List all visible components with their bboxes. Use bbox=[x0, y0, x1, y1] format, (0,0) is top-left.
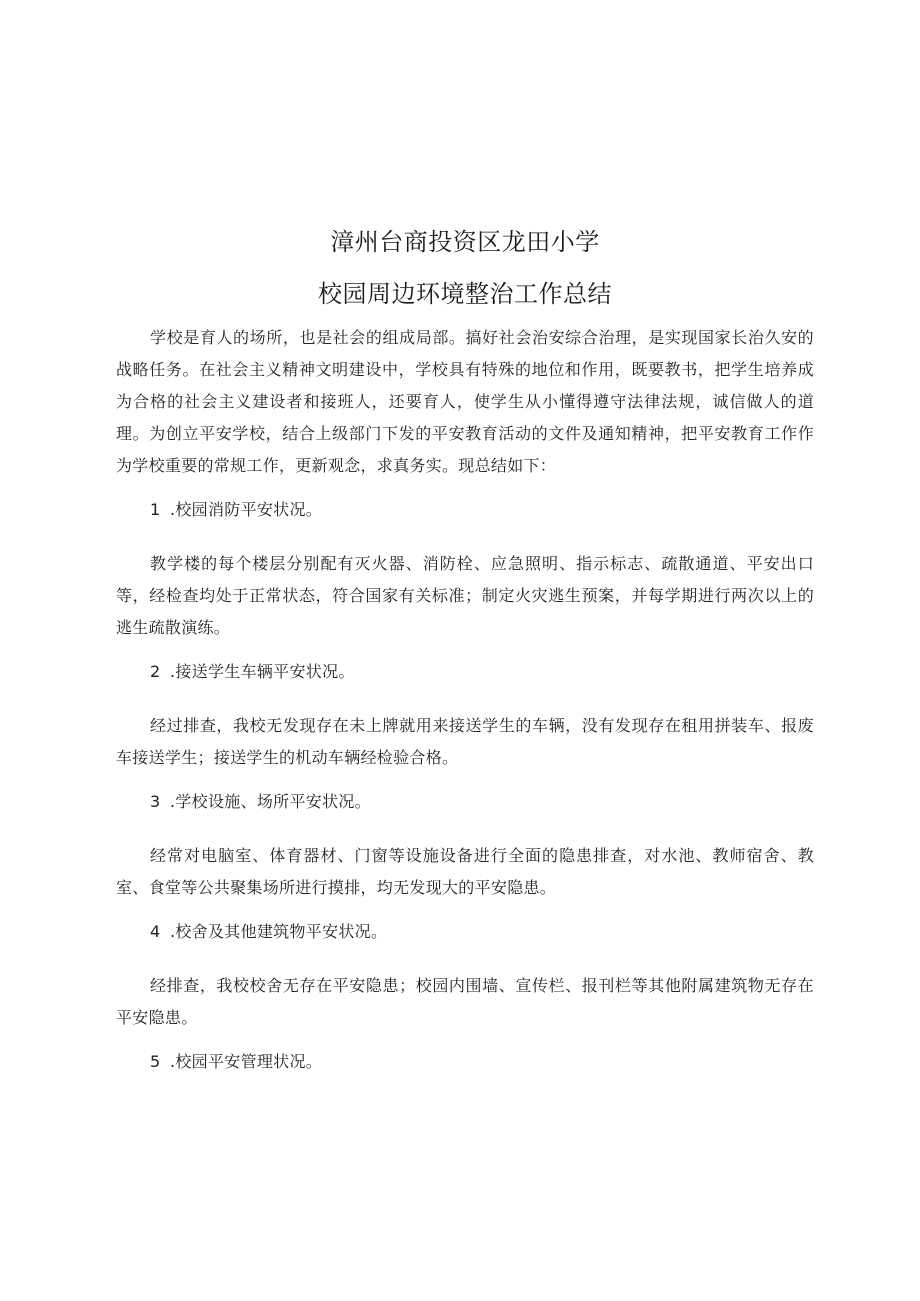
section-number: 3 bbox=[150, 792, 161, 811]
intro-paragraph: 学校是育人的场所，也是社会的组成局部。搞好社会治安综合治理，是实现国家长治久安的战略任务。在社会主义精神文明建设中，学校具有特殊的地位和作用，既要教书，把学生培养成为合格的社会主义建设者和接班人，还要育人，使学生从小懂得遵守法律法规，诚信做人的道理。为创立平安学校，结合上级部门下发的平安教育活动的文件及通知精神，把平安教育工作作为学校重要的常规工作，更新观念，求真务实。现总结如下： bbox=[116, 328, 814, 475]
section-heading bbox=[116, 916, 814, 948]
section-heading-text: .校园消防平安状况。 bbox=[170, 500, 323, 519]
section-heading-text: .校舍及其他建筑物平安状况。 bbox=[170, 922, 388, 941]
section-buildings bbox=[116, 916, 814, 1034]
section-number: 4 bbox=[150, 922, 161, 941]
section-body: 教学楼的每个楼层分别配有灭火器、消防栓、应急照明、指示标志、疏散通道、平安出口等，经检查均处于正常状态，符合国家有关标准；制定火灾逃生预案，并每学期进行两次以上的逃生疏散演练。 bbox=[116, 554, 814, 637]
section-body: 经过排查，我校无发现存在未上牌就用来接送学生的车辆，没有发现存在租用拼装车、报废车接送学生；接送学生的机动车辆经检验合格。 bbox=[116, 716, 814, 767]
section-heading bbox=[116, 494, 814, 526]
section-fire-safety bbox=[116, 494, 814, 644]
section-student-vehicles bbox=[116, 656, 814, 774]
section-heading bbox=[116, 656, 814, 688]
section-heading-text: .接送学生车辆平安状况。 bbox=[170, 662, 355, 681]
section-number: 2 bbox=[150, 662, 161, 681]
section-number: 5 bbox=[150, 1052, 161, 1071]
document-title: 校园周边环境整治工作总结 bbox=[318, 280, 612, 308]
section-heading bbox=[116, 1046, 814, 1078]
section-body: 经排查，我校校舍无存在平安隐患；校园内围墙、宣传栏、报刊栏等其他附属建筑物无存在平安隐患。 bbox=[116, 976, 814, 1027]
section-number: 1 bbox=[150, 500, 161, 519]
section-heading-text: .校园平安管理状况。 bbox=[170, 1052, 323, 1071]
section-heading-text: .学校设施、场所平安状况。 bbox=[170, 792, 371, 811]
section-heading bbox=[116, 786, 814, 818]
document-content bbox=[116, 222, 814, 1078]
school-name-title: 漳州台商投资区龙田小学 bbox=[330, 228, 600, 256]
section-school-facilities bbox=[116, 786, 814, 904]
section-body: 经常对电脑室、体育器材、门窗等设施设备进行全面的隐患排查，对水池、教师宿舍、教室、食堂等公共聚集场所进行摸排，均无发现大的平安隐患。 bbox=[116, 846, 814, 897]
section-safety-management bbox=[116, 1046, 814, 1078]
